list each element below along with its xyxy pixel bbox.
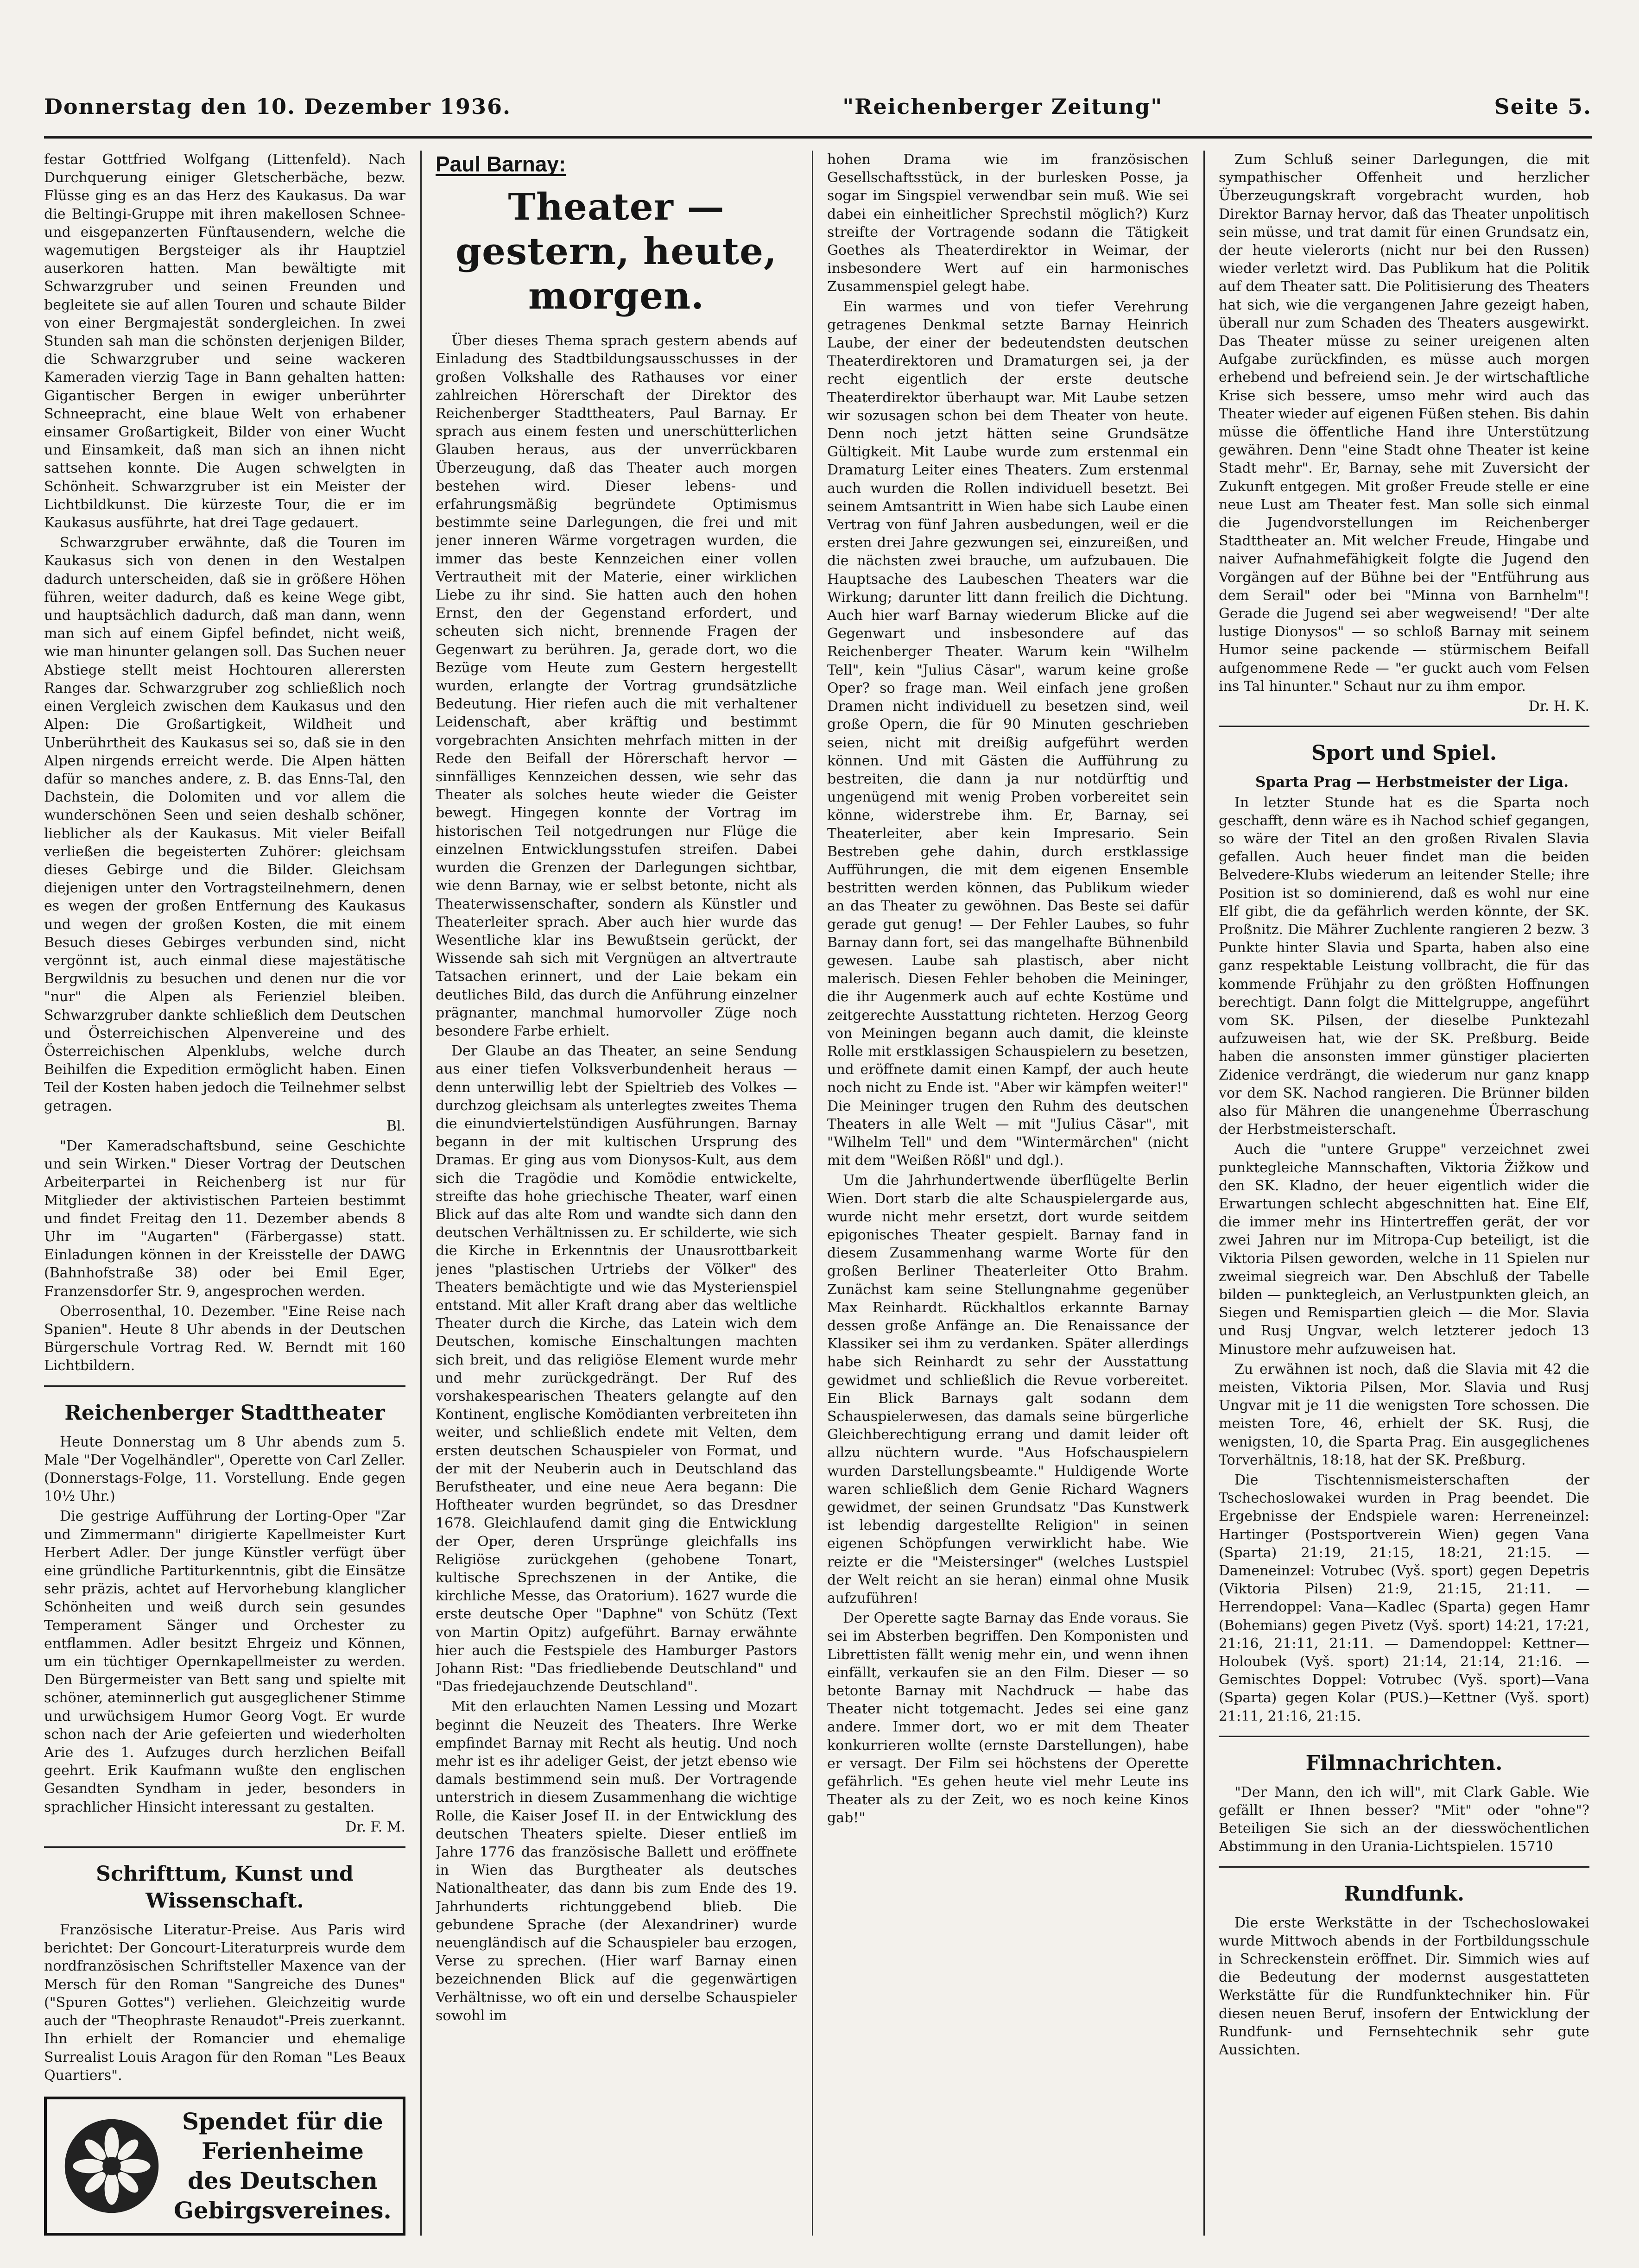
article-paragraph: Über dieses Thema sprach gestern abends auf Einladung des Stadtbildungsausschusses in der großen Volkshalle des Rathauses vor einer zahlreichen Hörerschaft der Direktor des Reichenberger Stadttheaters, Paul Barnay. Er sprach aus einem festen und unerschütterlichen Glauben heraus, aus der unverrückbaren Überzeugung, daß das Theater auch morgen bestehen wird. Dieser lebens- und erfahrungsmäßig begründete Optimismus bestimmte seine Darlegungen, die frei und mit jener inneren Wärme vorgetragen wurden, die immer das beste Kennzeichen einer vollen Vertrautheit mit der Materie, einer wirklichen Liebe zu ihr sind. Sie hatten auch den hohen Ernst, den der Gegenstand erfordert, und scheuten sich nicht, brennende Fragen der Gegenwart zu berühren. Ja, gerade dort, wo die Bezüge vom Heute zum Gestern hergestellt wurden, erlangte der Vortrag grundsätzliche Bedeutung. Hier riefen auch die mit verhaltener Leidenschaft, aber kräftig und bestimmt vorgebrachten Ansichten mehrfach mitten in der Rede den Beifall der Hörerschaft hervor — sinnfälliges Kennzeichen dessen, wie sehr das Theater als solches heute wieder die Geister bewegt. Hingegen konnte der Vortrag im historischen Teil notgedrungen nur Flüge die einzelnen Entwicklungsstufen streifen. Dabei wurden die Grenzen der Darlegungen sichtbar, wie denn Barnay, wie er selbst betonte, nicht als Theaterwissenschafter, sondern als Künstler und Theaterleiter sprach. Aber auch hier wurde das Wesentliche klar ins Bewußtsein gerückt, der Wissende sah sich mit Vergnügen an altvertraute Tatsachen erinnert, und der Laie bekam ein deutliches Bild, das durch die Anführung einzelner prägnanter, manchmal humorvoller Züge noch besondere Farbe erhielt.: [436, 333, 797, 1039]
section-heading-theater: Reichenberger Stadttheater: [64, 1401, 385, 1425]
newspaper-page: [44, 86, 1592, 2240]
edelweiss-emblem-icon: [61, 2115, 163, 2217]
column-3: [827, 151, 1189, 2236]
notice-paragraph: Oberrosenthal, 10. Dezember. "Eine Reise nach Spanien". Heute 8 Uhr abends in der Deutschen Bürgerschule Vortrag Red. W. Berndt mit 160 Lichtbildern.: [44, 1303, 405, 1374]
article-signature: Dr. H. K.: [1528, 698, 1589, 715]
header-rule: [44, 136, 1592, 139]
article-author: Paul Barnay:: [436, 152, 566, 176]
article-paragraph: Die Tischtennismeisterschaften der Tschechoslowakei wurden in Prag beendet. Die Ergebnisse der Endspiele waren: Herreneinzel: Hartinger (Postsportverein Wien) gegen Vana (Sparta) 21:19, 21:15, 18:21, 21:15. — Dameneinzel: Votrubec (Vyš. sport) gegen Depetris (Viktoria Pilsen) 21:9, 21:15, 21:11. — Herrendoppel: Vana—Kadlec (Sparta) gegen Hamr (Bohemians) gegen Pivetz (Vyš. sport) 14:21, 17:21, 21:16, 21:11, 21:11. — Damendoppel: Kettner—Holoubek (Vyš. sport) 21:14, 21:14, 21:16. — Gemischtes Doppel: Votrubec (Vyš. sport)—Vana (Sparta) gegen Kolar (PUS.)—Kettner (Vyš. sport) 21:11, 21:16, 21:15.: [1219, 1472, 1589, 1725]
ad-line: Ferienheime: [202, 2137, 364, 2165]
ad-line: des Deutschen: [187, 2167, 378, 2194]
article-paragraph: Um die Jahrhundertwende überflügelte Berlin Wien. Dort starb die alte Schauspielergarde aus, wurde nicht mehr ersetzt, dort wurde seitdem epigonisches Theater gespielt. Barnay fand in diesem Zusammenhang warme Worte für den großen Berliner Theaterleiter Otto Brahm. Zunächst kam seine Stellungnahme gegenüber Max Reinhardt. Rückhaltlos erkannte Barnay dessen große Anfänge an. Die Renaissance der Klassiker sei ihm zu verdanken. Später allerdings habe sich Reinhardt zu sehr der Ausstattung gewidmet und schließlich die Revue vorbereitet. Ein Blick Barnays galt sodann dem Schauspielerwesen, das damals seine bürgerliche Gleichberechtigung errang und damit leider oft allzu nüchtern wurde. "Aus Hofschauspielern wurden Darstellungsbeamte." Huldigende Worte waren schließlich dem Genie Richard Wagners gewidmet, der seinen Grundsatz "Das Kunstwerk ist lebendig dargestellte Religion" in seinen eigenen Schöpfungen verwirklicht habe. Wie reizte er die "Meistersinger" (welches Lustspiel der Welt reicht an sie heran) einmal ohne Musik aufzuführen!: [827, 1172, 1189, 1607]
article-paragraph: Mit den erlauchten Namen Lessing und Mozart beginnt die Neuzeit des Theaters. Ihre Werke empfindet Barnay mit Recht als heutig. Und noch mehr ist es ihr adeliger Geist, der jetzt ebenso wie damals bestimmend sein muß. Der Vortragende unterstrich in diesem Zusammenhang die wichtige Rolle, die Kaiser Josef II. in der Entwicklung des deutschen Theaters spielte. Dieser entließ im Jahre 1776 das französische Ballett und eröffnete in Wien das Burgtheater als deutsches Nationaltheater, das dann bis zum Ende des 19. Jahrhunderts richtunggebend blieb. Die gebundene Sprache (der Alexandriner) wurde neuengländisch auf die Schauspieler bau erzogen, Verse zu sprechen. (Hier warf Barnay einen bezeichnenden Blick auf die gegenwärtigen Verhältnisse, wo oft ein und derselbe Schauspieler sowohl im: [436, 1699, 797, 2024]
section-heading-radio: Rundfunk.: [1343, 1882, 1465, 1906]
section-rule: [44, 1385, 405, 1387]
article-paragraph: Zum Schluß seiner Darlegungen, die mit sympathischer Offenheit und herzlicher Überzeugungskraft vorgebracht wurden, hob Direktor Barnay hervor, daß das Theater unpolitisch sein müsse, und trat damit für einen Grundsatz ein, der heute vielerorts (nicht nur bei den Russen) wieder verletzt wird. Das Publikum hat die Politik auf dem Theater satt. Die Politisierung des Theaters hat sich, wie die vergangenen Jahre gezeigt haben, überall nur zum Schaden des Theaters ausgewirkt. Das Theater müsse zu seiner ureigenen alten Aufgabe zurückfinden, es müsse auch morgen erhebend und befreiend sein. Je der wirtschaftliche Krise sich bessere, umso mehr wird auch das Theater wieder auf eigenen Füßen stehen. Bis dahin müsse die öffentliche Hand ihre Unterstützung gewähren. Denn "eine Stadt ohne Theater ist keine Stadt mehr". Er, Barnay, sehe mit Zuversicht der Zukunft entgegen. Mit großer Freude stelle er eine neue Lust am Theater fest. Man solle sich einmal die Jugendvorstellungen im Reichenberger Stadttheater an. Mit welcher Freude, Hingabe und naiver Aufnahmefähigkeit folgte die Jugend den Vorgängen auf der Bühne bei der "Entführung aus dem Serail" oder bei "Minna von Barnhelm"! Gerade die Jugend sei aber wegweisend! "Der alte lustige Dionysos" — so schloß Barnay mit seinem Humor seine packende — stürmischem Beifall aufgenommene Rede — "er guckt auch vom Felsen ins Tal hinunter." Schaut nur zu ihm empor.: [1219, 152, 1589, 695]
article-paragraph: Der Glaube an das Theater, an seine Sendung aus einer tiefen Volksverbundenheit heraus — denn unterwillig lebt der Spieltrieb des Volkes — durchzog gleichsam als unterlegtes zweites Thema die einundviertelstündigen Ausführungen. Barnay begann in der mit kultischen Ursprung des Dramas. Er ging aus vom Dionysos-Kult, aus dem sich die Tragödie und Komödie entwickelte, streifte das hohe griechische Theater, warf einen Blick auf das alte Rom und wandte sich dann den deutschen Verhältnissen zu. Er schilderte, wie sich die Kirche in Erkenntnis der Unausrottbarkeit jenes "plastischen Urtriebs der Völker" des Theaters bemächtigte und wie das Mysterienspiel entstand. Mit aller Kraft drang aber das weltliche Theater durch die Kirche, das Latein wich dem Deutschen, komische Einschaltungen machten sich breit, und das religiöse Element wurde mehr und mehr zurückgedrängt. Der Ruf des vorshakespearischen Theaters gelangte auf den Kontinent, englische Komödianten verbreiteten ihn weiter, und schließlich endete mit Velten, dem ersten deutschen Schauspieler von Format, und der mit der Neuberin auch in Deutschland das Berufstheater, und eine neue Aera begann: Die Hoftheater wurden begründet, so das Dresdner 1678. Gleichlaufend damit ging die Entwicklung der Oper, deren Ursprünge gleichfalls ins Religiöse zurückgehen (gehobene Tonart, kultische Sprechszenen in der Antike, die kirchliche Messe, das Oratorium). 1627 wurde die erste deutsche Oper "Daphne" von Schütz (Text von Martin Opitz) aufgeführt. Barnay erwähnte hier auch die Festspiele des Hamburger Pastors Johann Rist: "Das friedliebende Deutschland" und "Das friedejauchzende Deutschland".: [436, 1043, 797, 1695]
column-rule: [1203, 151, 1205, 2236]
column-2: [436, 151, 797, 2236]
section-rule: [1219, 1736, 1589, 1737]
newspaper-name: "Reichenberger Zeitung": [842, 94, 1163, 119]
column-1: [44, 151, 405, 2236]
article-paragraph: "Der Mann, den ich will", mit Clark Gable. Wie gefällt er Ihnen besser? "Mit" oder "ohne"? Beteiligen Sie sich an der diesswöchentlichen Abstimmung in den Urania-Lichtspielen. 15710: [1219, 1784, 1589, 1855]
issue-date: Donnerstag den 10. Dezember 1936.: [44, 94, 511, 119]
article-paragraph: Die erste Werkstätte in der Tschechoslowakei wurde Mittwoch abends in der Fortbildungsschule in Schreckenstein eröffnet. Dir. Simmich wies auf die Bedeutung der modernst ausgestatteten Werkstätte für die Rundfunktechniker hin. Für diesen neuen Beruf, insofern der Entwicklung der Rundfunk- und Fernsehtechnik sehr gute Aussichten.: [1219, 1914, 1589, 2059]
advertisement-text: [163, 2107, 403, 2225]
section-rule: [44, 1846, 405, 1848]
article-paragraph: Auch die "untere Gruppe" verzeichnet zwei punktegleiche Mannschaften, Viktoria Žižkow und den SK. Kladno, der heuer eigentlich wider die Erwartungen schlecht abgeschnitten hat. Eine Elf, die immer mehr ins Hintertreffen gerät, der vor zwei Jahren nur im Mitropa-Cup beteiligt, ist die Viktoria Pilsen geworden, welche in 11 Spielen nur zweimal siegreich war. Den Abschluß der Tabelle bilden — punktegleich, an Verlustpunkten gleich, an Siegen und Remispartien gleich — die Mor. Slavia und Rusj Ungvar, welch letzterer jedoch 13 Minustore mehr aufzuweisen hat.: [1219, 1141, 1589, 1358]
section-rule: [1219, 726, 1589, 727]
column-rule: [420, 151, 422, 2236]
page-number: Seite 5.: [1494, 94, 1592, 119]
article-paragraph: In letzter Stunde hat es die Sparta noch geschafft, denn wäre es ih Nachod schief gegangen, so wäre der Titel an den großen Rivalen Slavia gefallen. Auch heuer findet man die beiden Belvedere-Klubs wiederum an leitender Stelle; ihre Position ist so dominierend, daß es wohl nur eine Elf gibt, die da gefährlich werden könnte, der SK. Proßnitz. Die Mährer Zuchlente rangieren 2 bezw. 3 Punkte hinter Slavia und Sparta, haben also eine ganz respektable Leistung vollbracht, die für das kommende Frühjahr zu den größten Hoffnungen berechtigt. Dann folgt die Mittelgruppe, angeführt vom SK. Pilsen, der dieselbe Punktezahl aufzuweisen hat, wie der SK. Preßburg. Beide haben die ansonsten immer günstiger placierten Zidenice verdrängt, die wiederum nur ganz knapp vor dem SK. Nachod rangieren. Die Brünner bilden also für Mähren die unangenehme Überraschung der Herbstmeisterschaft.: [1219, 794, 1589, 1138]
article-paragraph: festar Gottfried Wolfgang (Littenfeld). Nach Durchquerung einiger Gletscherbäche, bezw. Flüsse ging es an das Herz des Kaukasus. Da war die Beltingi-Gruppe mit ihren makellosen Schnee- und eisgepanzerten Fünftausendern, welche die wagemutigen Bergsteiger als ihr Hauptziel auserkoren hatten. Man bewältigte mit Schwarzgruber und seinen Freunden und begleitete sie auf allen Touren und schaute Bilder von einer Bergmajestät sondergleichen. In zwei Stunden sah man die schönsten derjenigen Bilder, die Schwarzgruber und seine wackeren Kameraden vierzig Tage in Bann gehalten hatten: Gigantischer Bergen in ewiger unberührter Schneepracht, eine blaue Welt von erhabener einsamer Großartigkeit, Bilder von einer Wucht und Einsamkeit, daß man sich an ihnen nicht sattsehen konnte. Die Augen schwelgten in Schönheit. Schwarzgruber ist ein Meister der Lichtbildkunst. Die kürzeste Tour, die er im Kaukasus ausführte, hat drei Tage gedauert.: [44, 152, 405, 531]
column-4: [1219, 151, 1589, 2236]
ad-line: Gebirgsvereines.: [174, 2197, 392, 2224]
ad-line: Spendet für die: [182, 2108, 383, 2135]
article-paragraph: Die gestrige Aufführung der Lorting-Oper "Zar und Zimmermann" dirigierte Kapellmeister Kurt Herbert Adler. Der junge Künstler verfügt über eine gründliche Partiturkenntnis, gibt die Einsätze sehr präzis, achtet auf Hervorhebung klanglicher Schönheiten und weiß durch sein gesundes Temperament Sänger und Orchester zu entflammen. Adler besitzt Ehrgeiz und Können, um ein tüchtiger Opernkapellmeister zu werden. Den Bürgermeister van Bett sang und spielte mit schöner, ateminnerlich gut ausgeglichener Stimme und urwüchsigem Humor Georg Vogt. Er wurde schon nach der Arie gefeierten und wiederholten Arie des 1. Aufzuges durch herzlichen Beifall geehrt. Erik Kaufmann wußte den englischen Gesandten Syndham in jeder, besonders in sprachlicher Hinsicht interessant zu gestalten.: [44, 1508, 405, 1815]
article-paragraph: Ein warmes und von tiefer Verehrung getragenes Denkmal setzte Barnay Heinrich Laube, der einer der bedeutendsten deutschen Theaterdirektoren und Dramaturgen sei, ja der recht eigentlich der erste deutsche Theaterdirektor überhaupt war. Mit Laube setzen wir sozusagen schon bei dem Theater von heute. Denn noch jetzt hätten seine Grundsätze Gültigkeit. Mit Laube wurde zum erstenmal ein Dramaturg Leiter eines Theaters. Zum erstenmal auch wurden die Rollen individuell besetzt. Bei seinem Amtsantritt in Wien habe sich Laube einen Vertrag von fünf Jahren ausbedungen, weil er die ersten drei Jahre gezwungen sei, einzureißen, und die nächsten zwei brauche, um aufzubauen. Die Hauptsache des Laubeschen Theaters war die Wirkung; darunter litt dann freilich die Dichtung. Auch hier warf Barnay wiederum Blicke auf die Gegenwart und insbesondere auf das Reichenberger Theater. Warum kein "Wilhelm Tell", kein "Julius Cäsar", warum keine große Oper? so frage man. Weil einfach jene großen Dramen nicht individuell zu besetzen sind, weil große Opern, die für 90 Minuten geschrieben seien, nicht mit dreißig aufgeführt werden können. Und mit Gästen die Aufführung zu bestreiten, die dann ja nur notdürftig und ungenügend mit wenig Proben vorbereitet sein könne, widerstrebe ihm. Er, Barnay, sei Theaterleiter, aber kein Impresario. Sein Bestreben gehe dahin, durch erstklassige Aufführungen, die mit dem eigenen Ensemble bestritten werden können, das Publikum wieder an das Theater zu gewöhnen. Das Beste sei dafür gerade gut genug! — Der Fehler Laubes, so fuhr Barnay dann fort, sei das mangelhafte Bühnenbild gewesen. Laube sah plastisch, aber nicht malerisch. Diesen Fehler behoben die Meininger, die ihr Augenmerk auch auf echte Kostüme und zeitgerechte Ausstattung richteten. Herzog Georg von Meiningen begann auch damit, die kleinste Rolle mit erstklassigen Schauspielern zu besetzen, und eröffnete damit einen Kampf, der auch heute noch nicht zu Ende ist. "Aber wir kämpfen weiter!" Die Meininger trugen den Ruhm des deutschen Theaters in alle Welt — mit "Julius Cäsar", mit "Wilhelm Tell" und dem "Wintermärchen" (nicht mit dem "Weißen Rößl" und dgl.).: [827, 298, 1189, 1169]
article-signature: Dr. F. M.: [345, 1819, 405, 1835]
section-heading-film: Filmnachrichten.: [1305, 1751, 1503, 1775]
article-paragraph: Heute Donnerstag um 8 Uhr abends zum 5. Male "Der Vogelhändler", Operette von Carl Zeller. (Donnerstags-Folge, 11. Vorstellung. Ende gegen 10½ Uhr.): [44, 1434, 405, 1505]
article-paragraph: Der Operette sagte Barnay das Ende voraus. Sie sei im Absterben begriffen. Den Komponisten und Librettisten fällt wenig mehr ein, und wenn ihnen einfällt, verkaufen sie an den Film. Dieser — so betonte Barnay mit Nachdruck — habe das Theater nicht totgemacht. Jedes sei eine ganz andere. Immer dort, wo er mit dem Theater konkurrieren wollte (ernste Darstellungen), habe er versagt. Der Film sei höchstens der Operette gefährlich. "Es gehen heute viel mehr Leute ins Theater als zu der Zeit, wo es noch keine Kinos gab!": [827, 1610, 1189, 1826]
section-rule: [1219, 1866, 1589, 1868]
article-paragraph: Schwarzgruber erwähnte, daß die Touren im Kaukasus sich von denen in den Westalpen dadurch unterscheiden, daß sie in größere Höhen führen, weiter dadurch, daß es keine Wege gibt, und hauptsächlich dadurch, daß man dann, wenn man sich auf einem Gipfel befindet, nicht weiß, wie man hinunter gelangen soll. Das Suchen neuer Abstiege stellt meist Hochtouren allerersten Ranges dar. Schwarzgruber zog schließlich noch einen Vergleich zwischen dem Kaukasus und den Alpen: Die Großartigkeit, Wildheit und Unberührtheit des Kaukasus sei so, daß sie in den Alpen nirgends erreicht werde. Die Alpen hätten dafür so manches andere, z. B. das Enns-Tal, den Dachstein, die Dolomiten und vor allem die wunderschönen Seen und seien deshalb schöner, lieblicher als der Kaukasus. Mit vieler Beifall verließen die begeisterten Zuhörer: gleichsam dieses Gebirge und die Bilder. Gleichsam diejenigen unter den Vortragsteilnehmern, denen es wegen der großen Entfernung des Kaukasus und wegen der großen Kosten, die mit einem Besuch dieses Gebirges verbunden sind, nicht vergönnt ist, auch einmal diese majestätische Bergwildnis zu besuchen und denen nur die vor "nur" die Alpen als Ferienziel bleiben. Schwarzgruber dankte schließlich dem Deutschen und Österreichischen Alpenvereine und des Österreichischen Alpenklubs, welche durch Beihilfen die Expedition ermöglicht haben. Einen Teil der Kosten haben jedoch die Teilnehmer selbst getragen.: [44, 535, 405, 1114]
notice-paragraph: "Der Kameradschaftsbund, seine Geschichte und sein Wirken." Dieser Vortrag der Deutschen Arbeiterpartei in Reichenberg ist nur für Mitglieder der aktivistischen Parteien bestimmt und findet Freitag den 11. Dezember abends 8 Uhr im "Augarten" (Färbergasse) statt. Einladungen können in der Kreisstelle der DAWG (Bahnhofstraße 38) oder bei Emil Eger, Franzensdorfer Str. 9, angesprochen werden.: [44, 1137, 405, 1300]
section-heading-sport: Sport und Spiel.: [1311, 741, 1497, 765]
section-heading-literature: Schrifttum, Kunst und Wissenschaft.: [96, 1862, 354, 1913]
article-signature: Bl.: [386, 1118, 405, 1134]
article-paragraph: Französische Literatur-Preise. Aus Paris wird berichtet: Der Goncourt-Literaturpreis wurde dem nordfranzösischen Schriftsteller Maxence van der Mersch für den Roman "Sangreiche des Dunes" ("Spuren Gottes") verliehen. Gleichzeitig wurde auch der "Theophraste Renaudot"-Preis zuerkannt. Ihn erhielt der Romancier und ehemalige Surrealist Louis Aragon für den Roman "Les Beaux Quartiers".: [44, 1922, 405, 2084]
article-headline: Theater — gestern, heute, morgen.: [456, 185, 777, 318]
article-subheading: Sparta Prag — Herbstmeister der Liga.: [1255, 774, 1569, 791]
article-paragraph: Zu erwähnen ist noch, daß die Slavia mit 42 die meisten, Viktoria Pilsen, Mor. Slavia und Rusj Ungvar mit je 11 die wenigsten Tore schossen. Die meisten Tore, 46, erhielt der SK. Rusj, die wenigsten, 10, die Sparta Prag. Ein ausgeglichenes Torverhältnis, 18:18, hat der SK. Preßburg.: [1219, 1361, 1589, 1468]
article-paragraph: hohen Drama wie im französischen Gesellschaftsstück, in der burlesken Posse, ja sogar im Singspiel verwendbar sein muß. Wie sei dabei ein einheitlicher Sprechstil möglich?) Kurz streifte der Vortragende sodann die Tätigkeit Goethes als Theaterdirektor in Weimar, der insbesondere Wert auf ein harmonisches Zusammenspiel gelegt habe.: [827, 152, 1189, 295]
advertisement-box: [44, 2097, 405, 2236]
running-header: [44, 86, 1592, 127]
column-rule: [812, 151, 813, 2236]
